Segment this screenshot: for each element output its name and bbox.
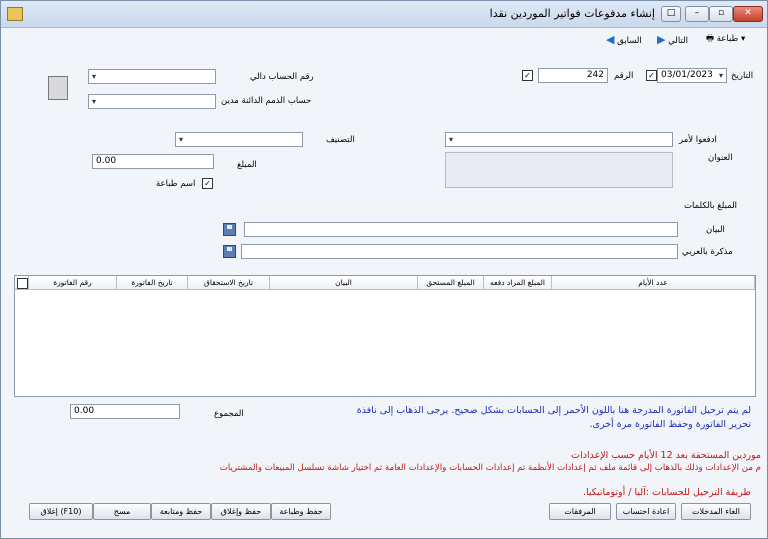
chevron-down-icon: ▾	[718, 71, 723, 80]
print-label: طباعة	[716, 34, 739, 44]
prev-button[interactable]	[606, 33, 642, 46]
recalculate-button[interactable]: اعادة احتساب	[616, 503, 676, 520]
chevron-down-icon: ▾	[179, 135, 184, 144]
amount-label: المبلغ	[237, 160, 257, 170]
save-disk-icon[interactable]	[223, 223, 236, 236]
printer-icon: 🖶	[706, 34, 715, 44]
date-value: 03/01/2023	[661, 70, 713, 80]
col-days[interactable]: عدد الأيام	[552, 276, 755, 290]
date-label: التاريخ	[731, 71, 754, 81]
category-label: التصنيف	[326, 135, 355, 145]
next-button[interactable]	[657, 33, 688, 46]
save-print-button[interactable]: حفظ وطباعة	[271, 503, 331, 520]
chevron-down-icon: ▾	[92, 72, 97, 81]
next-label: التالي	[668, 36, 688, 46]
arabic-memo-label: مذكرة بالعربي	[682, 247, 733, 257]
number-label: الرقم	[614, 71, 634, 81]
total-field: 0.00	[70, 404, 180, 419]
warning-line-2: تحرير الفاتورة وحفظ الفاتورة مرة أخرى.	[589, 419, 751, 430]
total-label: المجموع	[214, 409, 244, 419]
print-name-label: اسم طباعة	[156, 179, 196, 189]
statement-field[interactable]	[244, 222, 678, 237]
amount-words-label: المبلغ بالكلمات	[684, 201, 738, 211]
info-line-2: م من الإعدادات وذلك بالذهاب إلى قائمة ملف ثم إعدادات الأنظمة ثم إعدادات الحسابات والإعدادات العامة ثم اختيار شاشة تسلسل المبيعات والمشتريات	[219, 463, 761, 473]
payables-combo[interactable]	[88, 94, 216, 109]
amount-field[interactable]: 0.00	[92, 154, 214, 169]
select-all-checkbox[interactable]	[15, 276, 29, 290]
payables-label: حساب الذمم الدائنة مدين	[221, 96, 312, 106]
attachments-button[interactable]: المرفقات	[549, 503, 611, 520]
minimize-button[interactable]: –	[685, 6, 709, 22]
save-close-button[interactable]: حفظ وإغلاق	[211, 503, 271, 520]
maximize-button[interactable]: ▫	[709, 6, 733, 22]
account-no-combo[interactable]	[88, 69, 216, 84]
date-picker[interactable]	[657, 68, 727, 83]
print-button[interactable]	[706, 33, 745, 47]
invoice-grid[interactable]	[14, 275, 756, 397]
calculator-icon[interactable]	[48, 76, 68, 100]
close-window-button[interactable]: ✕	[733, 6, 763, 22]
title-bar	[1, 1, 767, 28]
col-amount-to-pay[interactable]: المبلغ المراد دفعه	[484, 276, 552, 290]
prev-label: السابق	[617, 36, 642, 46]
app-icon	[7, 7, 23, 21]
date-checkbox[interactable]: ✓	[646, 70, 657, 81]
clear-button[interactable]: مسح	[93, 503, 151, 520]
statement-label: البيان	[706, 225, 725, 235]
col-due-date[interactable]: تاريخ الاستحقاق	[188, 276, 270, 290]
col-invoice-no[interactable]: رقم الفاتورة	[29, 276, 117, 290]
arrow-left-icon: ◀	[606, 33, 615, 46]
window-title: إنشاء مدفوعات فواتير الموردين نقدا	[489, 7, 655, 20]
save-continue-button[interactable]: حفظ ومتابعة	[151, 503, 211, 520]
save-disk-icon[interactable]	[223, 245, 236, 258]
col-amount-due[interactable]: المبلغ المستحق	[418, 276, 484, 290]
info-line-1: موردين المستحقة بعد 12 الأيام حسب الإعدادات	[571, 450, 761, 461]
info-line-3: طريقة الترحيل للحسابات :آليا / أوتوماتيكيا.	[582, 487, 751, 498]
chevron-down-icon: ▾	[449, 135, 454, 144]
arabic-memo-field[interactable]	[241, 244, 678, 259]
print-name-checkbox[interactable]: ✓	[202, 178, 213, 189]
col-invoice-date[interactable]: تاريخ الفاتورة	[117, 276, 188, 290]
arrow-right-icon: ▶	[657, 33, 666, 46]
chevron-down-icon: ▾	[741, 34, 746, 44]
number-checkbox[interactable]: ✓	[522, 70, 533, 81]
warning-line-1: لم يتم ترحيل الفاتورة المدرجة هنا باللون الأحمر إلى الحسابات بشكل صحيح. يرجى الذهاب إلى نافذة	[356, 405, 751, 416]
category-combo[interactable]	[175, 132, 303, 147]
pay-to-label: ادفعوا لأمر	[679, 135, 717, 145]
address-box[interactable]	[445, 152, 673, 188]
cancel-entries-button[interactable]: الغاء المدخلات	[681, 503, 751, 520]
restore-button[interactable]: □	[661, 6, 681, 22]
address-label: العنوان	[708, 153, 733, 163]
close-f10-button[interactable]: إغلاق (F10)	[29, 503, 93, 520]
col-statement[interactable]: البيان	[270, 276, 418, 290]
account-no-label: رقم الحساب دالي	[250, 72, 314, 82]
chevron-down-icon: ▾	[92, 97, 97, 106]
number-field[interactable]: 242	[538, 68, 608, 83]
pay-to-combo[interactable]	[445, 132, 673, 147]
